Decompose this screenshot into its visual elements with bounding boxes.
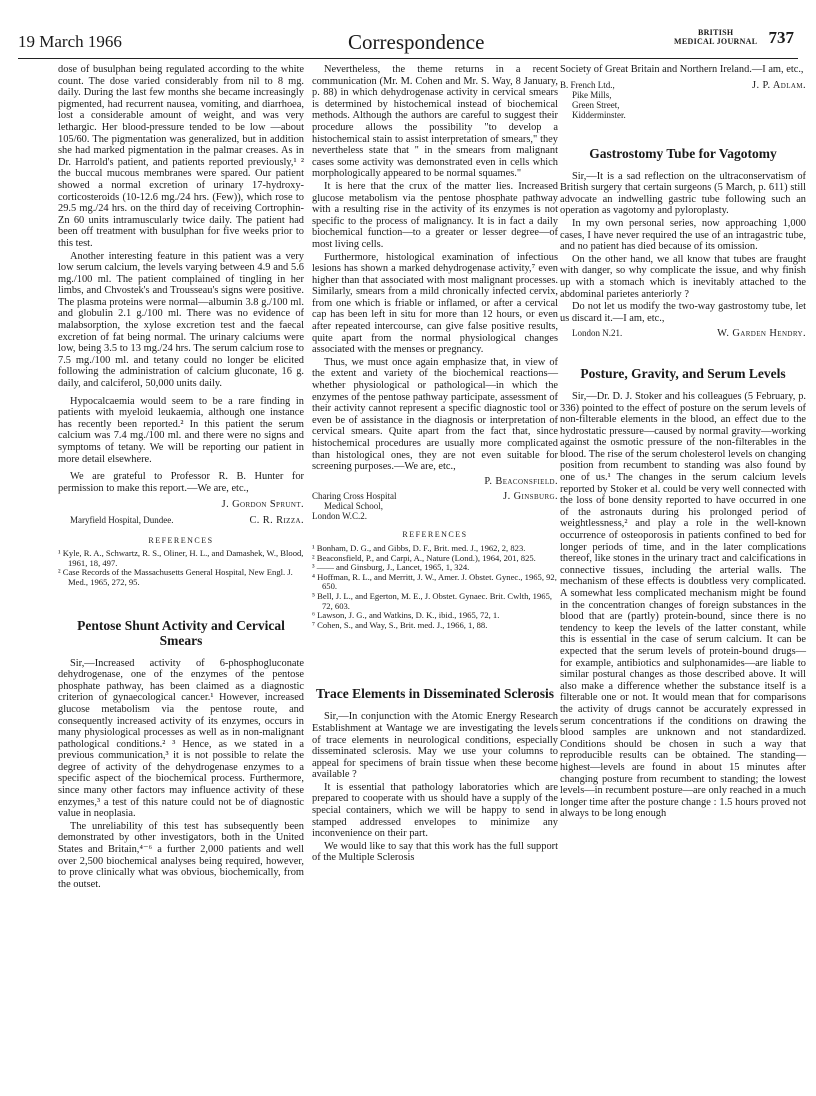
signature: J. Ginsburg. <box>503 491 558 503</box>
paragraph: We would like to say that this work has the full support of the Multiple Sclerosis <box>312 840 558 864</box>
paragraph: Thus, we must once again emphasize that, in view of the extent and variety of the biochemical reactions—whether physiological or pathological—in which the enzymes of the pentose pathway participate, assessment of their activity cannot represent a specific diagnostic tool or even be of assistance in the diagnosis or interpretation of cervical smears. Quite apart from the fact that, since histochemical procedures are usually more complicated than histological ones, they are not even suitable for screening purposes.—We are, etc., <box>312 356 558 473</box>
reference-list <box>58 549 304 587</box>
address-line: London W.C.2. <box>312 511 368 522</box>
journal-name-line1: BRITISH <box>697 28 734 37</box>
address-line: Kidderminster. <box>572 109 626 120</box>
signature: C. R. Rizza. <box>249 514 304 526</box>
reference-item: ² Case Records of the Massachusetts General Hospital, New Engl. J. Med., 1965, 272, 95. <box>58 567 293 587</box>
signature: W. Garden Hendry. <box>717 328 806 340</box>
paragraph: The unreliability of this test has subsequently been demonstrated by other investigators, both in the United States and Britain,⁴⁻⁶ a further 2,000 patients and well over 2,500 biochemical analyses being required, however, to prove clinically what was obvious, biochemically, from the outset. <box>58 820 304 890</box>
paragraph: Another interesting feature in this patient was a very low serum calcium, the levels varying between 4.9 and 5.6 mg./100 ml. The patient complained of tingling in her limbs, and Chvostek's and Trousseau's signs were positive. The plasma proteins were normal—albumin 3.8 g./100 ml. and globulin 2.1 g./100 ml. There was no evidence of malabsorption, the xylose excretion test and the faecal excretion of fat being normal. The urinary calciums were low, being 3.5 to 13 mg./24 hrs. The serum calcium rose to 7.5 mg./100 ml. and tetany could no longer be elicited following the administration of calcium gluconate, 16 g. daily, and calciferol, 50,000 units daily. <box>58 250 304 390</box>
paragraph: Society of Great Britain and Northern Ireland.—I am, etc., <box>560 64 804 75</box>
paragraph: It is here that the crux of the matter lies. Increased glucose metabolism via the pentose phosphate pathway with a resulting rise in the activity of its enzymes is not specific to the process of malignancy. It is in fact a daily biochemical function—to a greater or lesser degree—of most living cells. <box>312 180 558 250</box>
article-title: Gastrostomy Tube for Vagotomy <box>589 145 777 161</box>
address-line: B. French Ltd., <box>560 79 615 90</box>
author-address <box>560 80 626 120</box>
paragraph: Hypocalcaemia would seem to be a rare finding in patients with myeloid leukaemia, although one instance has recently been reported.² In this patient the serum calcium was 7.4 mg./100 ml. and there were no signs and symptoms of tetany. We will be reporting our patient in more detail elsewhere. <box>58 395 304 465</box>
reference-item: ⁷ Cohen, S., and Way, S., Brit. med. J., 1966, 1, 88. <box>312 619 488 630</box>
references-heading: REFERENCES <box>402 530 468 540</box>
article-title: Trace Elements in Disseminated Sclerosis <box>316 686 554 702</box>
references-heading: REFERENCES <box>148 535 214 545</box>
paragraph: Sir,—Dr. D. J. Stoker and his colleagues (5 February, p. 336) pointed to the effect of posture on the serum levels of non-filterable elements in the blood, an effect due to the hydrostatic pressure—caused by normal gravity—working against the osmotic pressure of the non-filterables in the blood. The rise of the serum cholesterol levels on changing position from recumbent to standing was also found by one of us.¹ The changes in the serum calcium levels reported by Stoker et al. could be very well connected with the loss of bone density reported to have occurred in one of the astronauts during his prolonged period of weightlessness,² and play a role in the well-known occurrence of osteoporosis in patients confined to bed for longer periods of time, and in the later complications thereof, like stones in the urinary tract and calcifications in connective tissues, including the arterial walls. The mechanism of these effects is doubtless very complicated. A somewhat less complicated mechanism might be found in the concentration changes of foreign substances in the blood that are (partly) protein-bound, since there is no tendency to keep the levels of the latter constant, while this is essential in the case of serum calcium. It can be expected that the serum levels of protein-bound drugs—for example, antibiotics and sulphonamides—are liable to similar postural changes as those described above. It will also make a difference whether the substance itself is a filterable one or not. It would mean that for comparisons the activity of drugs cannot be accurately expressed in serum concentrations if the conditions on drawing the blood samples are unknown and not standardized. Conditions should be chosen in such a way that reproducible results can be obtained. The standing—highest—levels are found in about 15 minutes after changing posture from recumbent to standing; the lowest levels—in recumbent posture—are only reached in a much longer time after the posture change : 1.5 hours proved not always to be long enough <box>560 390 806 820</box>
paragraph: In my own personal series, now approaching 1,000 cases, I have never required the use of an intragastric tube, and no patient has died because of its omission. <box>560 217 806 253</box>
author-address: Maryfield Hospital, Dundee. <box>70 514 174 525</box>
reference-item: ⁴ Hoffman, R. L., and Merritt, J. W., Amer. J. Obstet. Gynec., 1965, 92, 650. <box>312 571 557 592</box>
paragraph: dose of busulphan being regulated according to the white count. The dose varied considerably from nil to 8 mg. daily. During the last few months she became increasingly pigmented, had recurrent nausea, vomiting, and diarrhoea, lost a considerable amount of weight, and was very lethargic. Her blood-pressure tended to be low —about 105/60. The pigmentation was generalized, but in addition she had marked pigmentation in the palmar creases. As in Dr. Harrold's patient, and patients reported previously,¹ ² the buccal mucous membranes were spared. Our patient showed a normal excretion of urinary 17-hydroxy-corticosteroids (10-12.6 mg./24 hrs. (Few)), which rose to 29.5 mg./24 hrs. on the third day of receiving Cortrophin-Zn 60 units intramuscularly twice daily. The patient had been off treatment with busulphan for five weeks prior to this test. <box>58 64 304 249</box>
paragraph: On the other hand, we all know that tubes are fraught with danger, so why complicate the issue, and why finish up with a stomach which is inevitably attached to the abdominal parietes anteriorly ? <box>560 253 806 300</box>
paragraph: Do not let us modify the two-way gastrostomy tube, let us discard it.—I am, etc., <box>560 301 806 324</box>
signature-row <box>58 515 304 527</box>
paragraph: Sir,—It is a sad reflection on the ultraconservatism of British surgery that certain surgeons (5 March, p. 611) still advocate an indwelling gastric tube following such an operation as vagotomy and pyloroplasty. <box>560 170 806 217</box>
reference-item: ⁶ Lawson, J. G., and Watkins, D. K., ibid., 1965, 72, 1. <box>312 610 500 621</box>
signature: P. Beaconsfield. <box>484 475 558 487</box>
signature: J. Gordon Sprunt. <box>221 499 304 511</box>
paragraph: Sir,—Increased activity of 6-phosphogluconate dehydrogenase, one of the enzymes of the pentose phosphate pathway, has been claimed as a diagnostic criterion of gynaecological cancer.¹ However, increased glucose metabolism via the pentose route, and consequently increased activity of its enzymes, occurs in many physiological processes as well as in non-malignant pathological conditions.² ³ Hence, as we stated in a previous communication,³ it is not possible to relate the degree of activity of the dehydrogenase enzymes to a specific aspect of the biochemical process. Furthermore, since many other factors may influence activity of these enzymes,³ a test of this nature could not be of diagnostic value in neoplasia. <box>58 657 304 820</box>
reference-item: ³ —— and Ginsburg, J., Lancet, 1965, 1, 324. <box>312 562 470 573</box>
column-2 <box>312 64 558 864</box>
reference-list <box>312 544 558 630</box>
paragraph: It is essential that pathology laboratories which are prepared to cooperate with us should have a supply of the special containers, which we will be happy to send in stamped addressed envelopes to minimize any inconvenience on their part. <box>312 781 558 840</box>
address-line: Charing Cross Hospital <box>312 491 397 502</box>
page-header <box>18 20 798 56</box>
address-line: Medical School, <box>324 501 383 512</box>
reference-item: ¹ Kyle, R. A., Schwartz, R. S., Oliner, H. L., and Damashek, W., Blood, 1961, 18, 497. <box>58 548 304 568</box>
signature-row <box>312 491 558 521</box>
signature-row <box>560 80 806 120</box>
column-1 <box>58 64 304 890</box>
paragraph: Furthermore, histological examination of infectious lesions has shown a marked dehydrogenase activity,⁷ even higher than that associated with most malignant processes. Similarly, smears from a mild chronically infected cervix, from one which is friable or inflamed, or after a cervical cap has been left in situ for more than 12 hours, or even after repeated intercourse, can give false positive results, quite apart from the normal physiological changes associated with the menses or pregnancy. <box>312 251 558 356</box>
journal-name-line2: MEDICAL JOURNAL <box>674 37 758 46</box>
journal-name <box>674 28 757 46</box>
address-line: Green Street, <box>572 99 620 110</box>
article-title: Pentose Shunt Activity and Cervical Smears <box>77 617 285 648</box>
signature-row <box>560 328 806 340</box>
address-line: Pike Mills, <box>572 89 612 100</box>
reference-item: ² Beaconsfield, P., and Carpi, A., Nature (Lond.), 1964, 201, 825. <box>312 552 536 563</box>
paragraph: We are grateful to Professor R. B. Hunter for permission to make this report.—We are, etc., <box>58 471 304 494</box>
author-address: London N.21. <box>572 328 623 339</box>
paragraph: Sir,—In conjunction with the Atomic Energy Research Establishment at Wantage we are investigating the levels of trace elements in neurological conditions, especially disseminated sclerosis. May we use your columns to appeal for specimens of brain tissue when these become available ? <box>312 711 558 781</box>
column-3 <box>560 64 806 820</box>
article-title: Posture, Gravity, and Serum Levels <box>580 365 786 381</box>
issue-date: 19 March 1966 <box>18 32 122 51</box>
author-address <box>312 491 397 521</box>
paragraph: Nevertheless, the theme returns in a recent communication (Mr. M. Cohen and Mr. S. Way, 8 January, p. 88) in which dehydrogenase activity in cervical smears is determined by histochemical instead of biochemical methods. Although the authors are careful to suggest their procedure allows the possibility "to develop a histochemical stain to assist interpretation of smears," they nevertheless state that " in the smears from malignant cases some activity was demonstrated even in cells which morphologically appeared to be normal squames." <box>312 64 558 180</box>
reference-item: ¹ Bonham, D. G., and Gibbs, D. F., Brit. med. J., 1962, 2, 823. <box>312 542 526 553</box>
header-rule <box>18 58 798 59</box>
reference-item: ⁵ Bell, J. L., and Egerton, M. E., J. Obstet. Gynaec. Brit. Cwlth, 1965, 72, 603. <box>312 590 553 611</box>
section-title: Correspondence <box>348 30 485 54</box>
page-number: 737 <box>768 28 794 47</box>
signature: J. P. Adlam. <box>752 79 806 91</box>
